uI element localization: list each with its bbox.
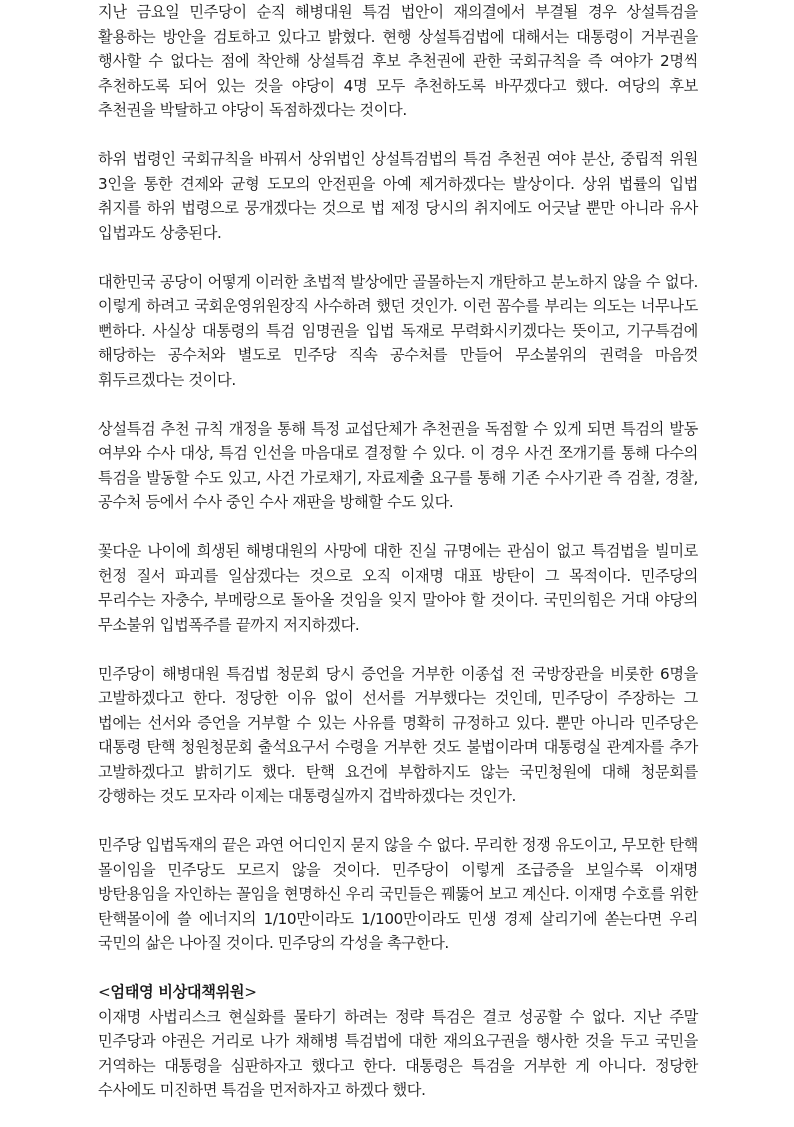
speaker-paragraph: 이재명 사법리스크 현실화를 물타기 하려는 정략 특검은 결코 성공할 수 없다. 지난 주말 민주당과 야권은 거리로 나가 채해병 특검법에 대한 재의요구권을 행사한 것을 두고 국민을 거역하는 대통령을 심판하자고 했다고 한다. 대통령은 특검을 거부한 게 아니다. 정당한 수사에도 미진하면 특검을 먼저하자고 하겠다 했다.	[98, 1007, 698, 1099]
paragraph-6: 민주당이 해병대원 특검법 청문회 당시 증언을 거부한 이종섭 전 국방장관을 비롯한 6명을 고발하겠다고 한다. 정당한 이유 없이 선서를 거부했다는 것인데, 민주당이 주장하는 그 법에는 선서와 증언을 거부할 수 있는 사유를 명확히 규정하고 있다. 뿐만 아니라 민주당은 대통령 탄핵 청원청문회 출석요구서 수령을 거부한 것도 불법이라며 대통령실 관계자를 추가 고발하겠다고 밝히기도 했다. 탄핵 요건에 부합하지도 않는 국민청원에 대해 청문회를 강행하는 것도 모자라 이제는 대통령실까지 겁박하겠다는 것인가.	[98, 664, 698, 805]
paragraph-7: 민주당 입법독재의 끝은 과연 어디인지 묻지 않을 수 없다. 무리한 정쟁 유도이고, 무모한 탄핵 몰이임을 민주당도 모르지 않을 것이다. 민주당이 이렇게 조급증을 보일수록 이재명 방탄용임을 자인하는 꼴임을 현명하신 우리 국민들은 꿰뚫어 보고 계신다. 이재명 수호를 위한 탄핵몰이에 쓸 에너지의 1/10만이라도 1/100만이라도 민생 경제 살리기에 쏟는다면 우리 국민의 삶은 나아질 것이다. 민주당의 각성을 촉구한다.	[98, 836, 698, 952]
paragraph-5: 꽃다운 나이에 희생된 해병대원의 사망에 대한 진실 규명에는 관심이 없고 특검법을 빌미로 헌정 질서 파괴를 일삼겠다는 것으로 오직 이재명 대표 방탄이 그 목적이다. 민주당의 무리수는 자충수, 부메랑으로 돌아올 것임을 잊지 말아야 할 것이다. 국민의힘은 거대 야당의 무소불위 입법폭주를 끝까지 저지하겠다.	[98, 542, 698, 634]
paragraph-2: 하위 법령인 국회규칙을 바꿔서 상위법인 상설특검법의 특검 추천권 여야 분산, 중립적 위원 3인을 통한 견제와 균형 도모의 안전핀을 아예 제거하겠다는 발상이다. 상위 법률의 입법 취지를 하위 법령으로 뭉개겠다는 것으로 법 제정 당시의 취지에도 어긋날 뿐만 아니라 유사 입법과도 상충된다.	[98, 150, 698, 242]
speaker-open-bracket: <	[98, 983, 111, 1001]
document-page	[98, 0, 698, 1127]
speaker-name: 엄태영 비상대책위원	[110, 983, 245, 1001]
paragraph-3: 대한민국 공당이 어떻게 이러한 초법적 발상에만 골몰하는지 개탄하고 분노하지 않을 수 없다. 이렇게 하려고 국회운영위원장직 사수하려 했던 것인가. 이런 꼼수를 부리는 의도는 너무나도 뻔하다. 사실상 대통령의 특검 임명권을 입법 독재로 무력화시키겠다는 뜻이고, 기구특검에 해당하는 공수처와 별도로 민주당 직속 공수처를 만들어 무소불위의 권력을 마음껏 휘두르겠다는 것이다.	[98, 272, 698, 389]
paragraph-1: 지난 금요일 민주당이 순직 해병대원 특검 법안이 재의결에서 부결될 경우 상설특검을 활용하는 방안을 검토하고 있다고 밝혔다. 현행 상설특검법에 대해서는 대통령이 거부권을 행사할 수 없다는 점에 착안해 상설특검 후보 추천권에 관한 국회규칙을 즉 여야가 2명씩 추천하도록 되어 있는 것을 야당이 4명 모두 추천하도록 바꾸겠다고 했다. 여당의 후보 추천권을 박탈하고 야당이 독점하겠다는 것이다.	[98, 3, 698, 119]
paragraph-4: 상설특검 추천 규칙 개정을 통해 특정 교섭단체가 추천권을 독점할 수 있게 되면 특검의 발동 여부와 수사 대상, 특검 인선을 마음대로 결정할 수 있다. 이 경우 사건 쪼개기를 통해 다수의 특검을 발동할 수도 있고, 사건 가로채기, 자료제출 요구를 통해 기존 수사기관 즉 검찰, 경찰, 공수처 등에서 수사 중인 수사 재판을 방해할 수도 있다.	[98, 419, 698, 511]
speaker-heading	[98, 980, 698, 1005]
speaker-close-bracket: >	[244, 983, 257, 1001]
